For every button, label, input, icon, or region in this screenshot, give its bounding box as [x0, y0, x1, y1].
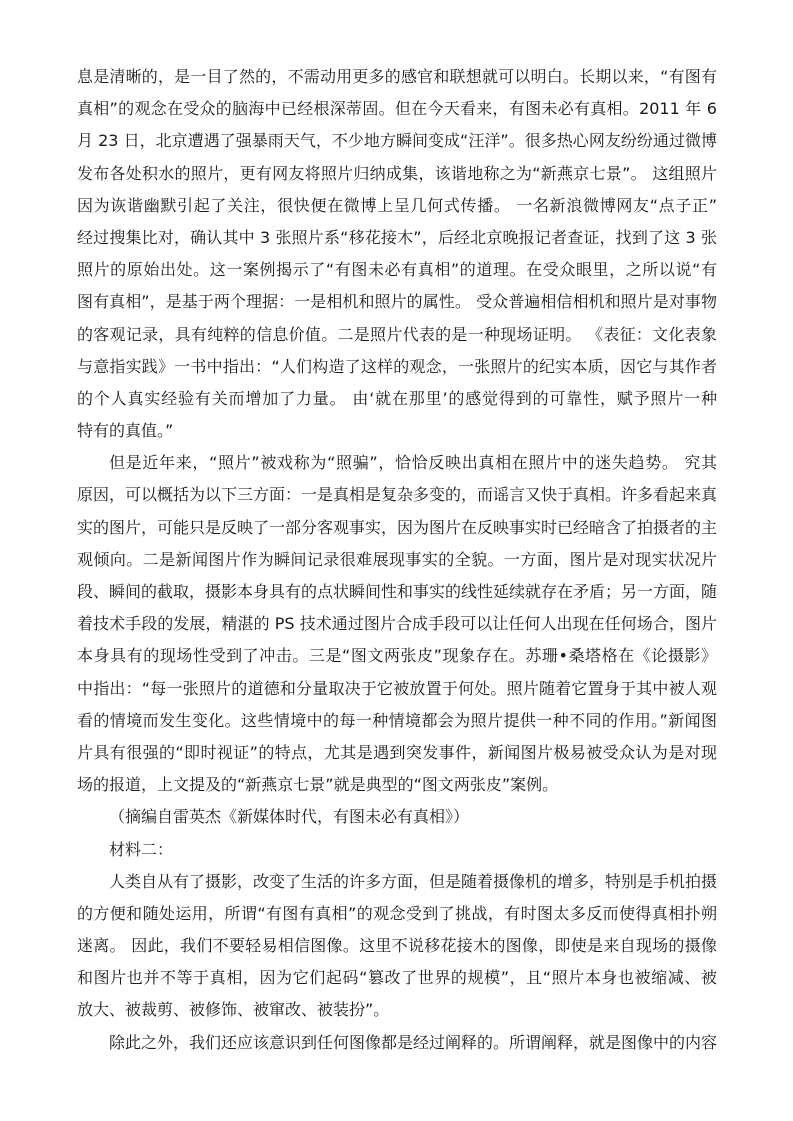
text-line: 片具有很强的“即时视证”的特点，尤其是遇到突发事件，新闻图片极易被受众认为是对现 — [77, 742, 717, 762]
text-line: 和图片也并不等于真相，因为它们起码“篡改了世界的规模”，且“照片本身也被缩减、被 — [77, 968, 717, 988]
text-line: 放大、被裁剪、被修饰、被窜改、被装扮”。 — [77, 1000, 390, 1020]
text-line: 着技术手段的发展，精湛的 PS 技术通过图片合成手段可以让任何人出现在任何场合，图片 — [77, 614, 717, 634]
text-line: 的个人真实经验有关而增加了力量。 由‘就在那里’的感觉得到的可靠性，赋予照片一种 — [77, 388, 717, 408]
source-citation — [77, 801, 717, 833]
text-line: 图有真相”，是基于两个理据：一是相机和照片的属性。 受众普遍相信相机和照片是对事物 — [77, 292, 717, 312]
text-line: 与意指实践》一书中指出：“人们构造了这样的观念，一张照片的纪实本质，因它与其作者 — [77, 356, 717, 376]
text-line: 中指出：“每一张照片的道德和分量取决于它被放置于何处。照片随着它置身于其中被人观 — [77, 678, 717, 698]
text-line: 迷离。 因此，我们不要轻易相信图像。这里不说移花接木的图像，即使是来自现场的摄像 — [77, 936, 717, 956]
text-line: 因为诙谐幽默引起了关注，很快便在微博上呈几何式传播。 一名新浪微博网友“点子正” — [77, 195, 717, 215]
text-line: 除此之外，我们还应该意识到任何图像都是经过阐释的。所谓阐释，就是图像中的内容 — [109, 1032, 717, 1052]
paragraph — [77, 447, 717, 801]
text-line: 照片的原始出处。这一案例揭示了“有图未必有真相”的道理。在受众眼里，之所以说“有 — [77, 260, 717, 280]
text-line: 但是近年来，“照片”被戏称为“照骗”，恰恰反映出真相在照片中的迷失趋势。 究其 — [109, 453, 717, 473]
text-line: 月 23 日，北京遭遇了强暴雨天气，不少地方瞬间变成“汪洋”。很多热心网友纷纷通过微博 — [77, 131, 717, 151]
text-line: 的客观记录，具有纯粹的信息价值。二是照片代表的是一种现场证明。 《表征：文化表象 — [77, 324, 717, 344]
paragraph — [77, 866, 717, 1027]
text-line: 特有的真值。” — [77, 421, 174, 441]
text-line: 经过搜集比对，确认其中 3 张照片系“移花接木”，后经北京晚报记者查证，找到了这 3 张 — [77, 227, 717, 247]
paragraph — [77, 1027, 717, 1059]
text-line: 原因，可以概括为以下三方面：一是真相是复杂多变的，而谣言又快于真相。许多看起来真 — [77, 485, 717, 505]
text-line: 真相”的观念在受众的脑海中已经根深蒂固。但在今天看来，有图未必有真相。2011 年 6 — [77, 99, 717, 119]
text-line: 材料二： — [109, 839, 174, 859]
text-line: （摘编自雷英杰《新媒体时代，有图未必有真相》） — [109, 807, 470, 827]
text-line: 看的情境而发生变化。这些情境中的每一种情境都会为照片提供一种不同的作用。”新闻图 — [77, 710, 717, 730]
text-line: 实的图片，可能只是反映了一部分客观事实，因为图片在反映事实时已经暗含了拍摄者的主 — [77, 517, 717, 537]
paragraph — [77, 61, 717, 447]
text-line: 段、瞬间的截取，摄影本身具有的点状瞬间性和事实的线性延续就存在矛盾；另一方面，随 — [77, 582, 717, 601]
text-line: 人类自从有了摄影，改变了生活的许多方面，但是随着摄像机的增多，特别是手机拍摄 — [109, 871, 717, 891]
text-line: 场的报道，上文提及的“新燕京七景”就是典型的“图文两张皮”案例。 — [77, 775, 559, 795]
text-line: 本身具有的现场性受到了冲击。三是“图文两张皮”现象存在。苏珊•桑塔格在《论摄影》 — [77, 646, 717, 666]
text-line: 发布各处积水的照片，更有网友将照片归纳成集，该谐地称之为“新燕京七景”。 这组照片 — [77, 163, 717, 183]
text-line: 息是清晰的，是一目了然的，不需动用更多的感官和联想就可以明白。长期以来，“有图有 — [77, 67, 717, 86]
text-line: 的方便和随处运用，所谓“有图有真相”的观念受到了挑战，有时图太多反而使得真相扑朔 — [77, 903, 717, 923]
text-line: 观倾向。二是新闻图片作为瞬间记录很难展现事实的全貌。一方面，图片是对现实状况片 — [77, 549, 717, 569]
section-heading — [77, 834, 717, 866]
document-page — [77, 61, 717, 1059]
